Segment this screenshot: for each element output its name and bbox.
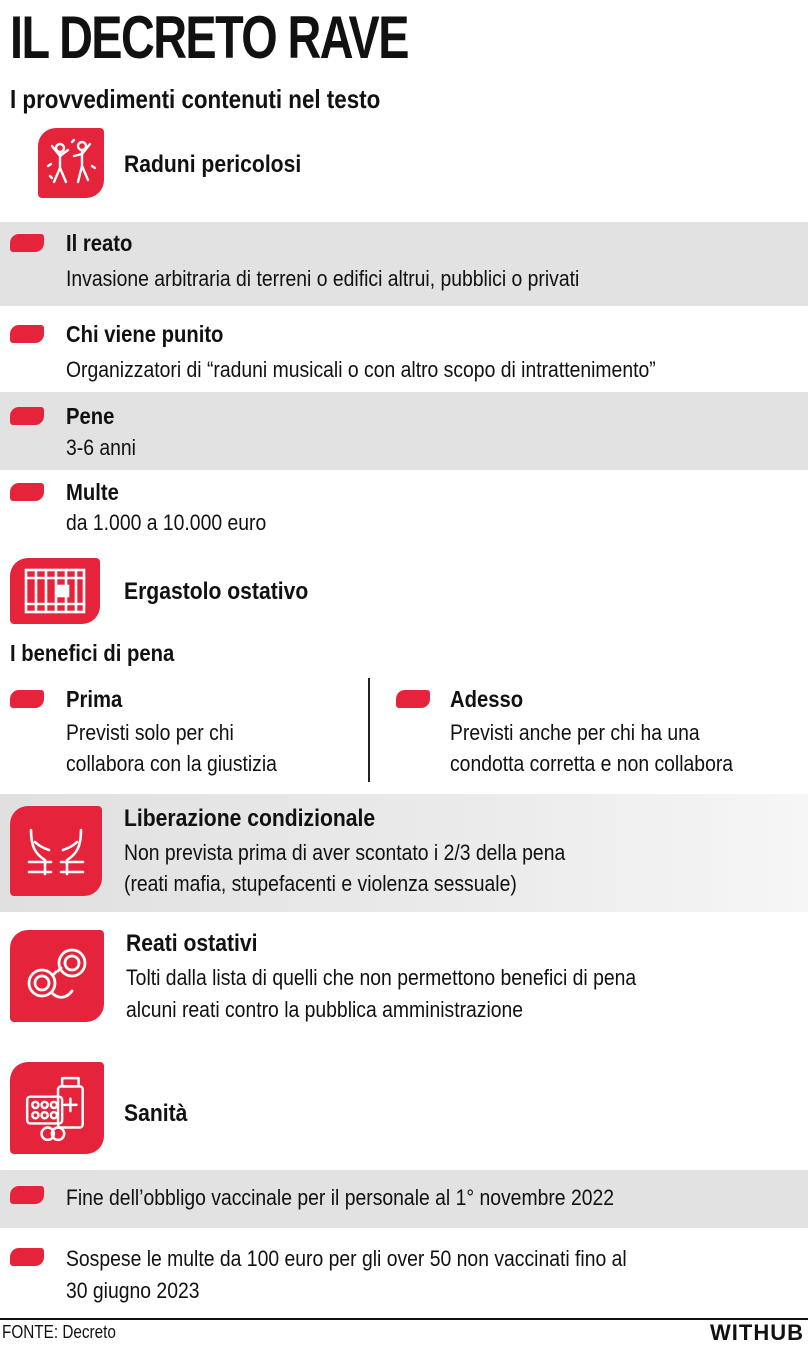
bullet-marker [10,1248,44,1266]
column-divider [368,678,370,782]
bullet-marker [10,483,44,501]
liberazione-line1: Non prevista prima di aver scontato i 2/3 della pena [124,840,566,865]
freed-hands-icon [10,806,102,896]
bullet-marker [396,690,430,708]
prison-bars-icon [10,558,100,624]
item-text-reato: Invasione arbitraria di terreni o edifici altrui, pubblici o privati [66,266,580,291]
item-label-multe: Multe [66,479,119,505]
page-title: IL DECRETO RAVE [10,4,408,71]
section-heading-ergastolo: Ergastolo ostativo [124,578,309,605]
reati-line1: Tolti dalla lista di quelli che non permettono benefici di pena [126,965,637,990]
bullet-marker [10,234,44,252]
item-text-punito: Organizzatori di “raduni musicali o con altro scopo di intrattenimento” [66,357,656,382]
adesso-label: Adesso [450,686,524,712]
page-subtitle: I provvedimenti contenuti nel testo [10,84,381,114]
medicine-icon [10,1062,104,1154]
bullet-marker [10,325,44,343]
item-text-multe: da 1.000 a 10.000 euro [66,510,267,535]
item-label-punito: Chi viene punito [66,321,224,347]
item-label-pene: Pene [66,403,115,429]
handcuffs-icon [10,930,104,1022]
adesso-line2: condotta corretta e non collabora [450,751,734,776]
item-text-pene: 3-6 anni [66,435,136,460]
item-label-reato: Il reato [66,230,133,256]
source-credit: FONTE: Decreto [2,1322,116,1342]
prima-label: Prima [66,686,123,712]
sanita-item-2-line1: Sospese le multe da 100 euro per gli over 50 non vaccinati fino al [66,1246,627,1271]
liberazione-line2: (reati mafia, stupefacenti e violenza sessuale) [124,871,517,896]
dancing-people-icon [38,128,104,198]
prima-line1: Previsti solo per chi [66,720,234,745]
adesso-line1: Previsti anche per chi ha una [450,720,700,745]
section-heading-sanita: Sanità [124,1100,188,1127]
section-heading-liberazione: Liberazione condizionale [124,805,376,832]
prima-line2: collabora con la giustizia [66,751,277,776]
publisher-logo: WITHUB [710,1320,804,1345]
bullet-marker [10,407,44,425]
bullet-marker [10,690,44,708]
section-heading-reati: Reati ostativi [126,930,258,957]
bullet-marker [10,1186,44,1204]
benefici-heading: I benefici di pena [10,640,175,666]
sanita-item-2-line2: 30 giugno 2023 [66,1278,200,1303]
footer-divider [0,1318,808,1320]
reati-line2: alcuni reati contro la pubblica amministrazione [126,997,524,1022]
sanita-item-1: Fine dell’obbligo vaccinale per il personale al 1° novembre 2022 [66,1185,615,1210]
section-heading-raduni: Raduni pericolosi [124,151,302,178]
